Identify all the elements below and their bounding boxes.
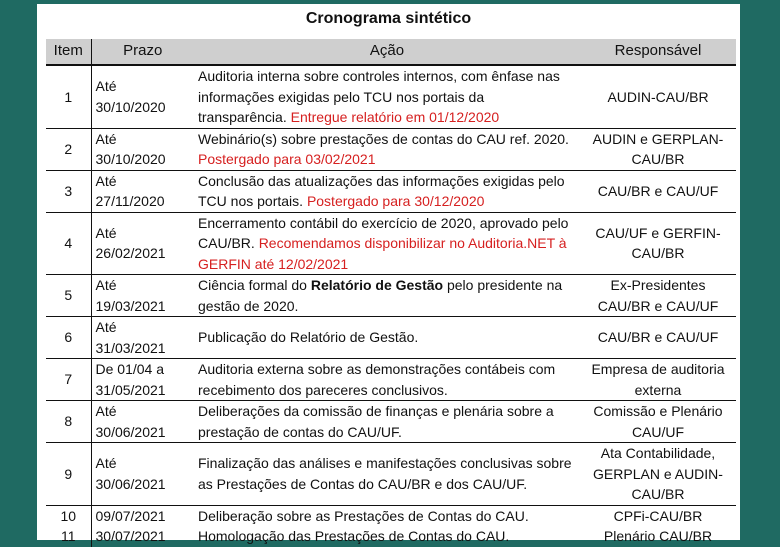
cell-prazo: Até 30/10/2020 bbox=[95, 130, 166, 167]
action-text: Publicação do Relatório de Gestão. bbox=[198, 329, 419, 346]
cell-responsavel: CAU/UF e GERFIN-CAU/BR bbox=[595, 224, 721, 262]
cell-item: 5 bbox=[46, 275, 91, 317]
cell-acao bbox=[194, 317, 580, 359]
header-responsavel: Responsável bbox=[580, 39, 736, 65]
table-header-row bbox=[46, 39, 736, 65]
table-row bbox=[46, 443, 736, 506]
cell-prazo: Até 19/03/2021 bbox=[95, 277, 166, 314]
header-prazo: Prazo bbox=[91, 39, 194, 65]
table-row bbox=[46, 359, 736, 401]
table-row bbox=[46, 212, 736, 275]
cell-item: 10 11 bbox=[46, 505, 91, 547]
cell-responsavel: Ata Contabilidade, GERPLAN e AUDIN-CAU/BR bbox=[593, 445, 723, 502]
cell-responsavel: CPFi-CAU/BR Plenário CAU/BR bbox=[603, 507, 713, 544]
header-item: Item bbox=[46, 39, 91, 65]
cell-responsavel: CAU/BR e CAU/UF bbox=[597, 182, 719, 199]
action-text: Ciência formal do bbox=[198, 277, 311, 293]
action-text: Webinário(s) sobre prestações de contas do CAU ref. 2020. bbox=[198, 130, 569, 147]
cell-prazo: Até 30/06/2021 bbox=[95, 403, 166, 440]
action-text: Deliberação sobre as Prestações de Contas do CAU. Homologação das Prestações de Contas do CAU. bbox=[198, 507, 529, 544]
cell-acao bbox=[194, 170, 580, 212]
table-row bbox=[46, 275, 736, 317]
table-row bbox=[46, 401, 736, 443]
header-acao: Ação bbox=[194, 39, 580, 65]
action-text: Encerramento contábil do exercício de 2020, aprovado pelo CAU/BR. bbox=[198, 214, 569, 251]
cell-acao bbox=[194, 505, 580, 547]
table-row bbox=[46, 65, 736, 128]
cell-item: 6 bbox=[46, 317, 91, 359]
status-note: Postergado para 30/12/2020 bbox=[306, 193, 485, 209]
cell-responsavel: Ex-Presidentes CAU/BR e CAU/UF bbox=[597, 277, 719, 314]
cell-prazo: 09/07/2021 30/07/2021 bbox=[95, 507, 166, 544]
action-text: Auditoria externa sobre as demonstrações contábeis com recebimento dos pareceres conclusivos. bbox=[198, 361, 556, 398]
cell-item: 9 bbox=[46, 443, 91, 506]
action-text: Deliberações da comissão de finanças e plenária sobre a prestação de contas do CAU/UF. bbox=[198, 403, 554, 440]
status-note: Postergado para 03/02/2021 bbox=[198, 151, 376, 167]
cell-responsavel: Comissão e Plenário CAU/UF bbox=[593, 403, 723, 440]
status-note: Recomendamos disponibilizar no Auditoria.NET à GERFIN até 12/02/2021 bbox=[198, 235, 567, 272]
document-sheet bbox=[37, 4, 740, 544]
schedule-table bbox=[46, 39, 736, 547]
cell-acao bbox=[194, 401, 580, 443]
bold-text: Relatório de Gestão bbox=[310, 277, 444, 293]
cell-acao bbox=[194, 128, 580, 170]
action-text: Finalização das análises e manifestações conclusivas sobre as Prestações de Contas do CAU/BR e dos CAU/UF. bbox=[198, 455, 572, 492]
cell-acao bbox=[194, 443, 580, 506]
action-text: Conclusão das atualizações das informações exigidas pelo TCU nos portais. bbox=[198, 172, 565, 209]
cell-prazo: Até 26/02/2021 bbox=[95, 224, 166, 262]
cell-item: 8 bbox=[46, 401, 91, 443]
status-note: Entregue relatório em 01/12/2020 bbox=[290, 109, 500, 125]
action-text: pelo presidente na gestão de 2020. bbox=[198, 277, 563, 314]
cell-responsavel: Empresa de auditoria externa bbox=[591, 361, 725, 398]
cell-item: 4 bbox=[46, 212, 91, 275]
cell-responsavel: AUDIN e GERPLAN-CAU/BR bbox=[592, 130, 724, 167]
table-row bbox=[46, 128, 736, 170]
cell-prazo: Até 27/11/2020 bbox=[95, 172, 165, 209]
table-row bbox=[46, 505, 736, 547]
cell-acao bbox=[194, 65, 580, 128]
cell-responsavel: CAU/BR e CAU/UF bbox=[597, 329, 719, 346]
page-title: Cronograma sintético bbox=[305, 10, 472, 27]
cell-item: 3 bbox=[46, 170, 91, 212]
cell-acao bbox=[194, 212, 580, 275]
cell-prazo: Até 30/06/2021 bbox=[95, 455, 166, 492]
cell-acao bbox=[194, 359, 580, 401]
table-row bbox=[46, 170, 736, 212]
action-text: Auditoria interna sobre controles internos, com ênfase nas informações exigidas pelo TCU nos portais da transparência. bbox=[198, 68, 560, 125]
cell-item: 1 bbox=[46, 65, 91, 128]
cell-prazo: De 01/04 a 31/05/2021 bbox=[95, 361, 166, 398]
table-row bbox=[46, 317, 736, 359]
cell-responsavel: AUDIN-CAU/BR bbox=[607, 88, 709, 105]
cell-acao bbox=[194, 275, 580, 317]
cell-item: 2 bbox=[46, 128, 91, 170]
cell-prazo: Até 30/10/2020 bbox=[95, 78, 166, 115]
cell-item: 7 bbox=[46, 359, 91, 401]
cell-prazo: Até 31/03/2021 bbox=[95, 319, 166, 356]
